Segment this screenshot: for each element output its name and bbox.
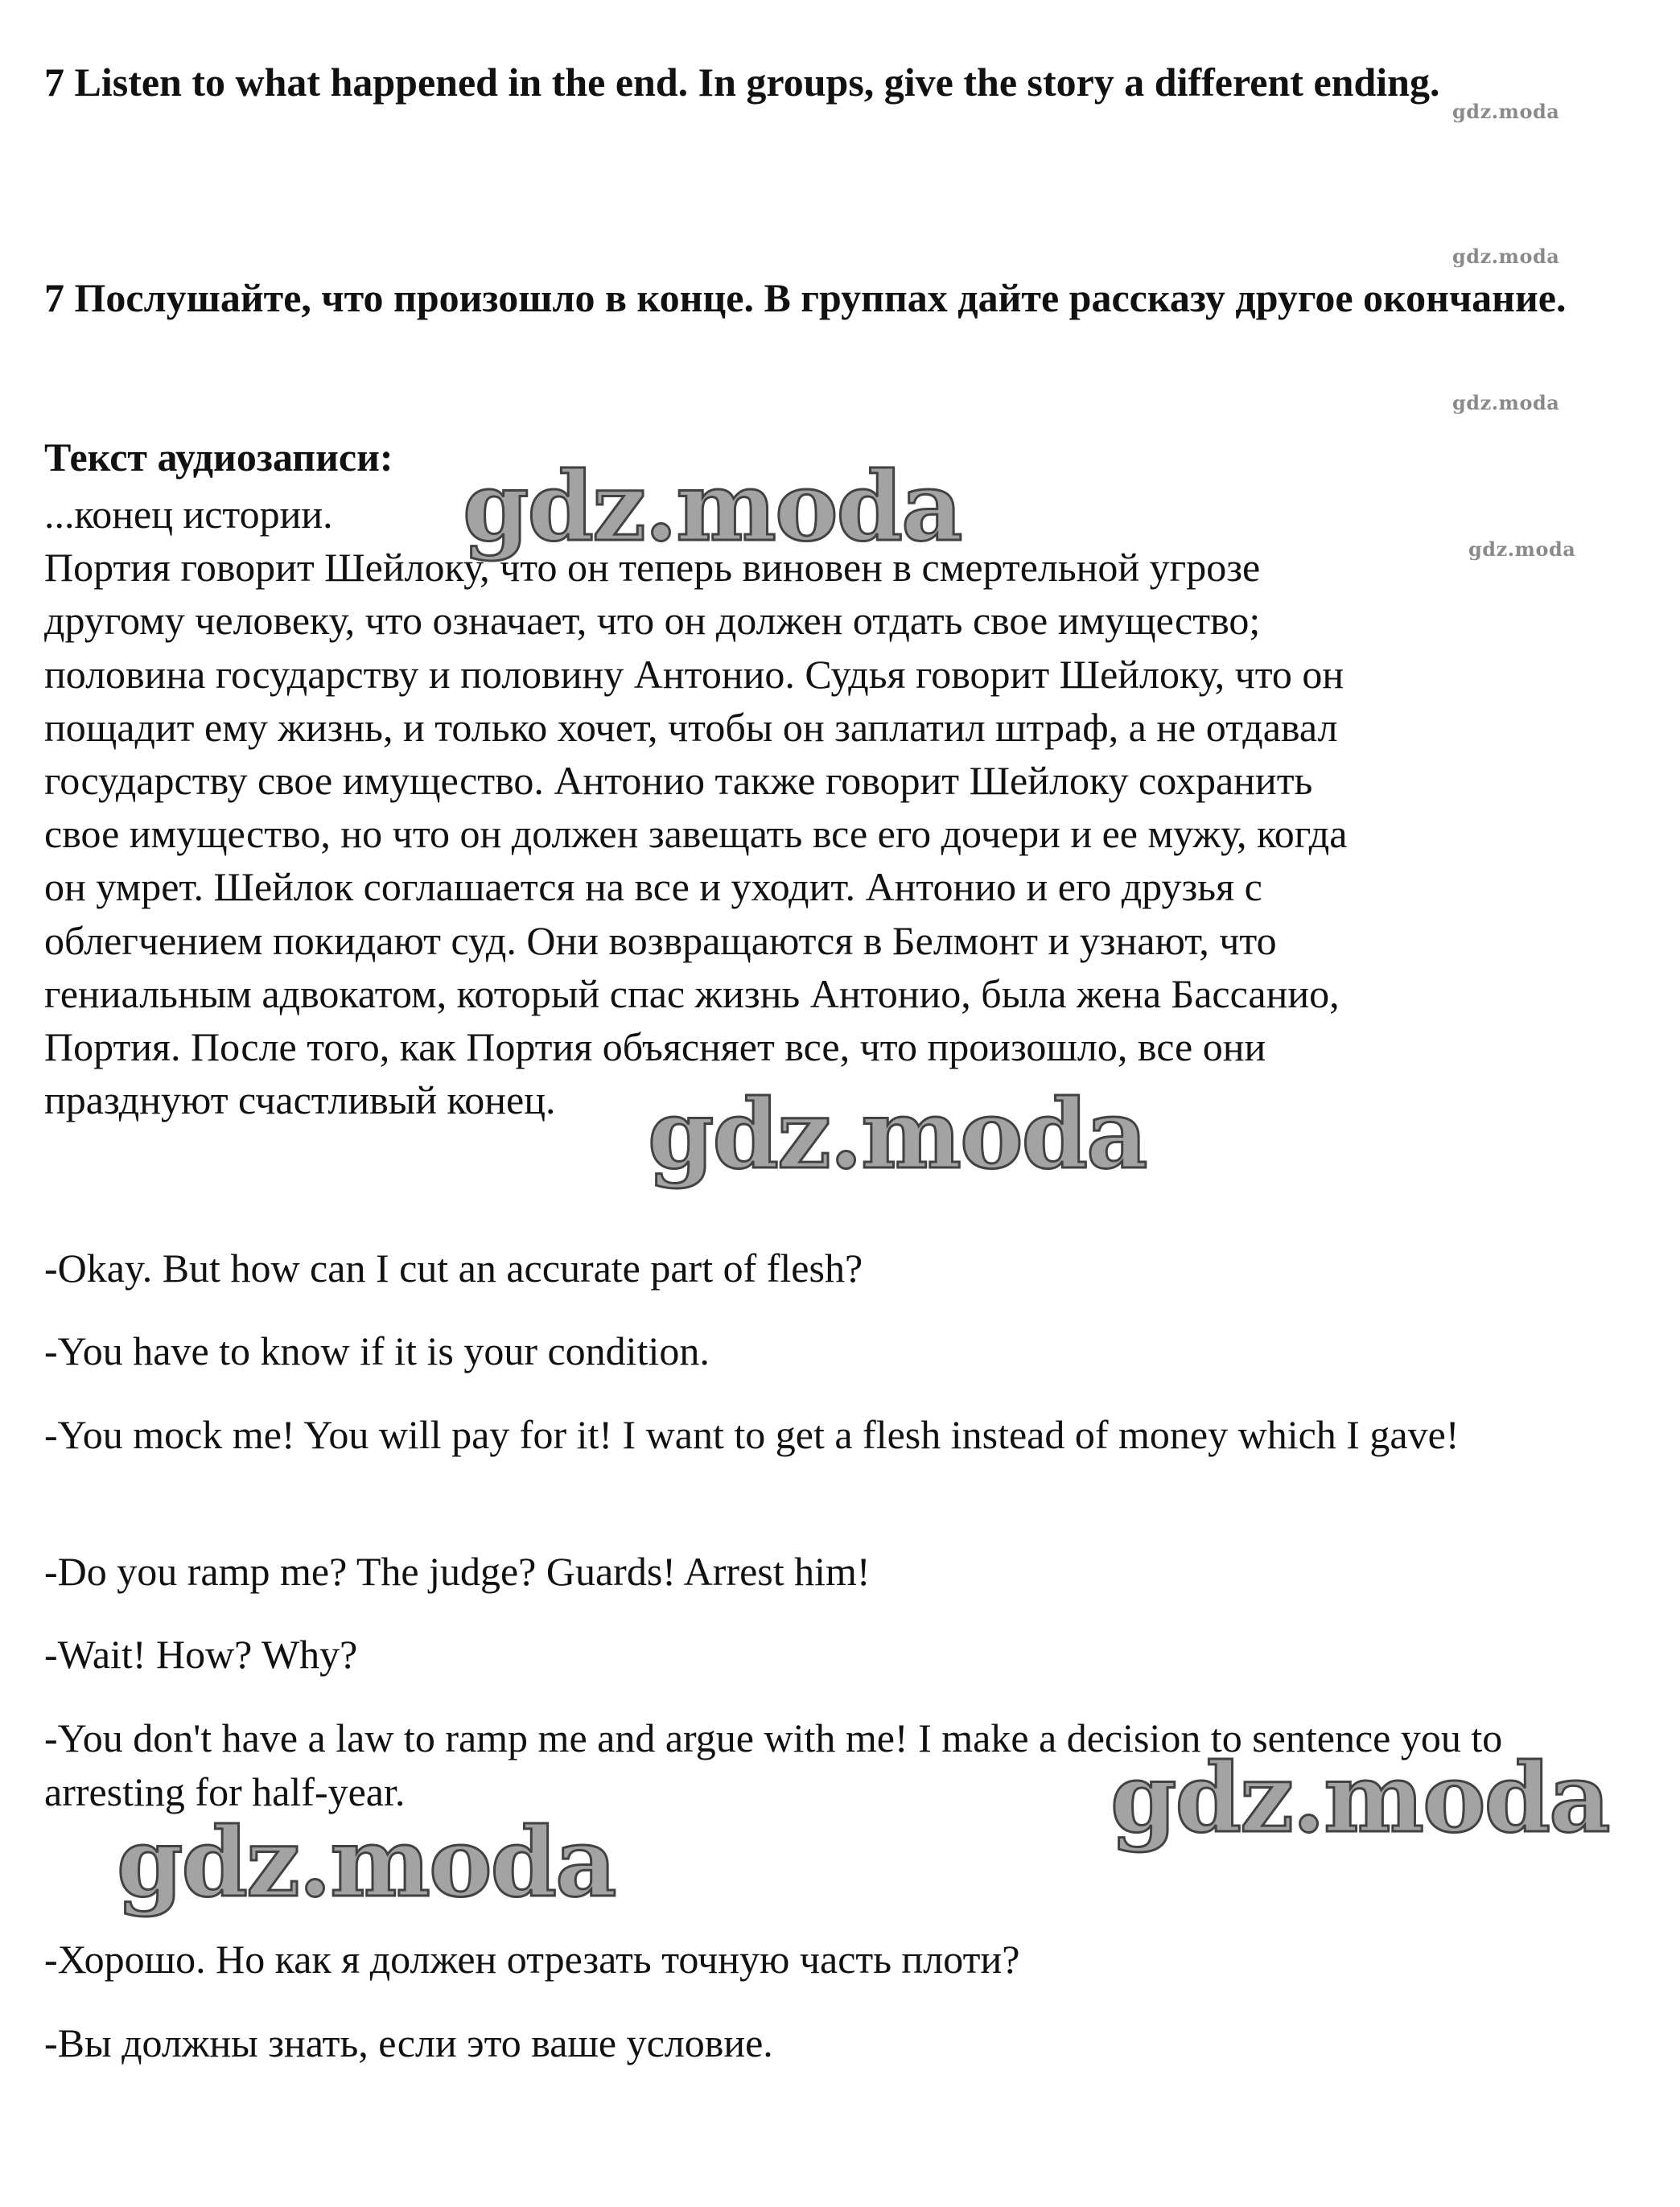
dialogue-line: -Do you ramp me? The judge? Guards! Arrest him!: [44, 1549, 871, 1594]
dialogue-line: -Хорошо. Но как я должен отрезать точную часть плоти?: [44, 1937, 1020, 1982]
watermark-large: gdz.moda: [463, 451, 961, 562]
watermark-large: gdz.moda: [117, 1806, 616, 1918]
dialogue-line: -You don't have a law to ramp me and argue with me! I make a decision to sentence you to arresting for half-year.: [44, 1715, 1503, 1814]
watermark-small: gdz.moda: [1452, 245, 1560, 268]
watermark-large: gdz.moda: [1110, 1742, 1609, 1854]
audio-transcript-title: Текст аудиозаписи:: [44, 434, 393, 480]
audio-line: Портия. После того, как Портия объясняет все, что произошло, все они: [44, 1024, 1266, 1070]
task-heading-ru: 7 Послушайте, что произошло в конце. В группах дайте рассказу другое окончание.: [44, 275, 1567, 320]
task-heading-en: 7 Listen to what happened in the end. In groups, give the story a different ending.: [44, 60, 1440, 105]
dialogue-line: -You mock me! You will pay for it! I want to get a flesh instead of money which I gave!: [44, 1412, 1460, 1457]
audio-line: пощадит ему жизнь, и только хочет, чтобы он заплатил штраф, а не отдавал: [44, 704, 1338, 750]
audio-line: Портия говорит Шейлоку, что он теперь виновен в смертельной угрозе: [44, 545, 1261, 591]
audio-line: свое имущество, но что он должен завещать все его дочери и ее мужу, когда: [44, 811, 1348, 857]
audio-line: государству свое имущество. Антонио также говорит Шейлоку сохранить: [44, 758, 1313, 804]
watermark-small: gdz.moda: [1452, 391, 1560, 414]
watermark-large: gdz.moda: [648, 1078, 1147, 1190]
dialogue-line: -Вы должны знать, если это ваше условие.: [44, 2020, 773, 2065]
dialogue-line: -You have to know if it is your condition.: [44, 1328, 710, 1373]
dialogue-line: -Okay. But how can I cut an accurate part of flesh?: [44, 1246, 863, 1291]
audio-line: ...конец истории.: [44, 492, 333, 537]
audio-line: празднуют счастливый конец.: [44, 1077, 556, 1123]
dialogue-line: -Wait! How? Why?: [44, 1632, 358, 1677]
watermark-small: gdz.moda: [1452, 100, 1560, 123]
audio-line: облегчением покидают суд. Они возвращаются в Белмонт и узнают, что: [44, 917, 1277, 963]
audio-transcript-body: [44, 488, 1347, 1126]
audio-line: половина государству и половину Антонио. Судья говорит Шейлоку, что он: [44, 651, 1344, 697]
audio-line: гениальным адвокатом, который спас жизнь Антонио, была жена Бассанио,: [44, 970, 1340, 1016]
audio-line: другому человеку, что означает, что он должен отдать свое имущество;: [44, 598, 1261, 644]
watermark-small: gdz.moda: [1468, 537, 1576, 561]
audio-line: он умрет. Шейлок соглашается на все и уходит. Антонио и его друзья с: [44, 864, 1262, 910]
